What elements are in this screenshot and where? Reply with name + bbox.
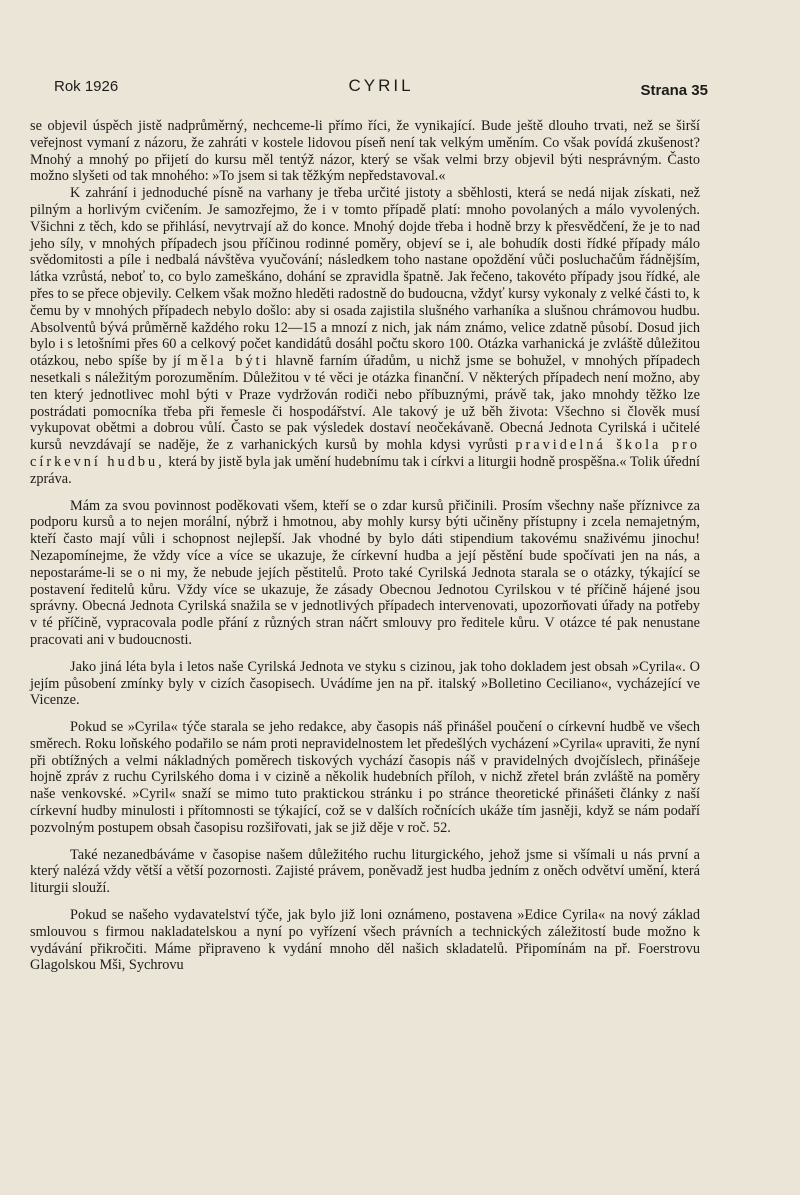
paragraph: se objevil úspěch jistě nadprůměrný, nechceme-li přímo říci, že vynikající. Bude ještě dlouho trvati, než se širší veřejnost vymaní z názoru, že zahráti v kostele lidovou píseň není tak velkým uměním. Co však povídá zkušenost? Mnohý a mnohý po přijetí do kursu měl tentýž názor, který se však velmi brzy objevil býti nesprávným. Často možno slyšeti od tak mnohého: »To jsem si tak těžkým nepředstavoval.« [30, 118, 700, 185]
header-page-number: Strana 35 [640, 82, 708, 99]
paragraph: Jako jiná léta byla i letos naše Cyrilská Jednota ve styku s cizinou, jak toho dokladem jest obsah »Cyrila«. O jejím působení zmínky byly v cizích časopisech. Uvádíme jen na př. italský »Bolletino Ceciliano«, vycházející ve Vicenze. [30, 658, 700, 709]
header-journal-title: CYRIL [348, 76, 414, 95]
emphasis-spaced: měla býti [186, 353, 270, 370]
paragraph: Pokud se »Cyrila« týče starala se jeho redakce, aby časopis náš přinášel poučení o církevní hudbě ve všech směrech. Roku loňského podařilo se nám proti nepravidelnostem let předešlých vycházení »Cyrila« upraviti, že nyní při obtížných a velmi nákladných poměrech tiskových vychází časopis náš v pravidelných dvojčíslech, přinášeje hojně zpráv z ruchu Cyrilského doma i v cizině a několik hudebních příloh, v nichž zřetel brán zvláště na poměry naše venkovské. »Cyril« snaží se mimo tuto praktickou stránku i po stránce theoretické přinášeti články z naší církevní hudby minulosti i přítomnosti se týkající, což se v dalších ročnících ukáže tím jasněji, když se nám podaří pozvolným postupem obsah časopisu rozšiřovati, jak se již děje v roč. 52. [30, 719, 700, 836]
emphasis-spaced: pravidelná škola pro církevní hudbu, [30, 437, 700, 470]
article-body [30, 118, 700, 974]
running-header [54, 74, 708, 100]
paragraph: Mám za svou povinnost poděkovati všem, kteří se o zdar kursů přičinili. Prosím všechny naše příznivce za podporu kursů a to nejen morální, nýbrž i hmotnou, aby mohly kursy býti učiněny přístupny i zcela nemajetným, kteří často mají vůli i schopnost nejlepší. Jak vhodné by bylo dáti stipendium takovému snaživému jinochu! Nezapomínejme, že vždy více a více se ukazuje, že církevní hudba a její pěstění bude spočívati jen na nás, a nepostaráme-li se o ni my, že nebude jejích pěstitelů. Proto také Cyrilská Jednota starala se o otázky, týkající se postavení ředitelů kůru. Vždy více se ukazuje, že zásady Obecnou Jednotou Cyrilskou v té příčině hájené jsou správny. Obecná Jednota Cyrilská snažila se v jednotlivých případech intervenovati, upozorňovati úřady na potřeby v té příčině, vypracovala podle přání z různých stran náčrt smlouvy pro ředitele kůru. V otázce té pak nenustane pracovati ani v budoucnosti. [30, 497, 700, 648]
header-year: Rok 1926 [54, 78, 119, 95]
paragraph: K zahrání i jednoduché písně na varhany je třeba určité jistoty a sběhlosti, která se nedá nijak získati, než pilným a horlivým cvičením. Je samozřejmo, že i v tomto případě platí: mnoho povolaných a málo vyvolených. Všichni z těch, kdo se přihlásí, nevytrvají až do konce. Mnohý dojde třeba i hodně brzy k přesvědčení, že je to nad jeho síly, v mnohých případech jsou příčinou rodinné poměry, objeví se i, ale bohudík dosti řídké případy málo svědomitosti a píle i nedbalá návštěva vyučování; následkem toho nastane opoždění vůči posluchačům řádnějším, látka vzrůstá, neboť to, co bylo zameškáno, dohání se zpravidla špatně. Jak řečeno, takovéto případy jsou řídké, ale přes to se přece objevily. Celkem však možno hleděti radostně do budoucna, vždyť kursy vykonaly z velké části to, k čemu by v mnohých případech nebylo došlo: aby si osada zajistila slušného varhaníka a slušnou chrámovou hudbu. Absolventů bývá průměrně každého roku 12—15 a mnozí z nich, jak nám známo, velice zdatně působí. Dosud jich bylo i s letošními přes 60 a celkový počet kandidátů dosáhl počtu skoro 100. Otázka varhanická je zvláště důležitou otázkou, nebo spíše by jí měla býti hlavně farním úřadům, u nichž jsme se bohužel, v mnohých případech nesetkali s náležitým porozuměním. Důležitou v té věci je otázka finanční. V některých případech není možno, aby ten který jednotlivec mohl býti v Praze vydržován rodiči nebo příbuznými, právě tak, jako mnohdy těžko lze postrádati pomocníka třeba při řemesle či hospodářství. Ale takový je už běh života: Všechno si člověk musí vykupovat obětmi a dobrou vůlí. Často se pak výsledek dostaví neočekávaně. Obecná Jednota Cyrilská i učitelé kursů nevzdávají se naděje, že z varhanických kursů by mohla kdysi vyrůsti pravidelná škola pro církevní hudbu, která by jistě byla jak umění hudebnímu tak i církvi a liturgii hodně prospěšna.« Tolik úřední zpráva. [30, 185, 701, 487]
paragraph: Pokud se našeho vydavatelství týče, jak bylo již loni oznámeno, postavena »Edice Cyrila« na nový základ smlouvou s firmou nakladatelskou a nyní po vyřízení všech právních a technických záležitostí bude možno k vydávání přikročiti. Máme připraveno k vydání mnoho děl našich skladatelů. Připomínám na př. Foerstrovu Glagolskou Mši, Sychrovu [30, 907, 700, 974]
paragraph: Také nezanedbáváme v časopise našem důležitého ruchu liturgického, jehož jsme si všímali u nás první a který nalézá vždy větší a větší pozornosti. Zajisté právem, poněvadž jest hudba jedním z oněch odvětví umění, která liturgii slouží. [30, 846, 700, 897]
